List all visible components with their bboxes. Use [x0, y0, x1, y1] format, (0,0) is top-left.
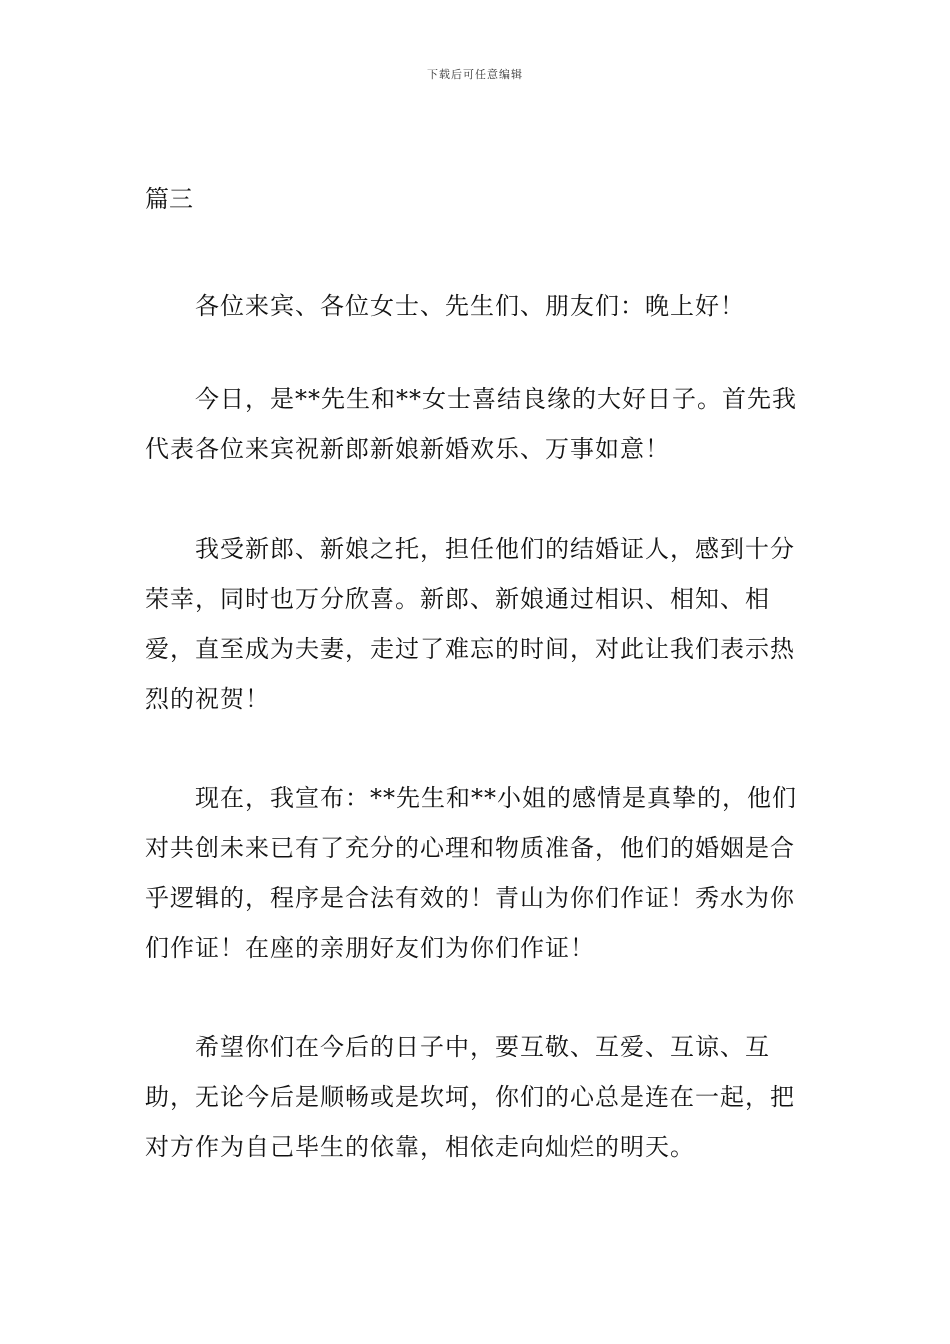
paragraph-declaration: 现在，我宣布：**先生和**小姐的感情是真挚的，他们对共创未来已有了充分的心理和物质准备，他们的婚姻是合乎逻辑的，程序是合法有效的！青山为你们作证！秀水为你们作证！在座的亲朋好友们为你们作证！	[145, 784, 797, 962]
section-title: 篇三	[145, 185, 193, 213]
paragraph-greeting: 各位来宾、各位女士、先生们、朋友们：晚上好！	[195, 292, 745, 320]
paragraph-witness: 我受新郎、新娘之托，担任他们的结婚证人，感到十分荣幸，同时也万分欣喜。新郎、新娘通过相识、相知、相爱，直至成为夫妻，走过了难忘的时间，对此让我们表示热烈的祝贺！	[145, 535, 795, 713]
paragraph-wishes: 希望你们在今后的日子中，要互敬、互爱、互谅、互助，无论今后是顺畅或是坎坷，你们的心总是连在一起，把对方作为自己毕生的依靠，相依走向灿烂的明天。	[145, 1033, 795, 1161]
paragraph-introduction: 今日，是**先生和**女士喜结良缘的大好日子。首先我代表各位来宾祝新郎新娘新婚欢乐、万事如意！	[145, 385, 797, 463]
page-header: 下载后可任意编辑	[427, 68, 523, 81]
